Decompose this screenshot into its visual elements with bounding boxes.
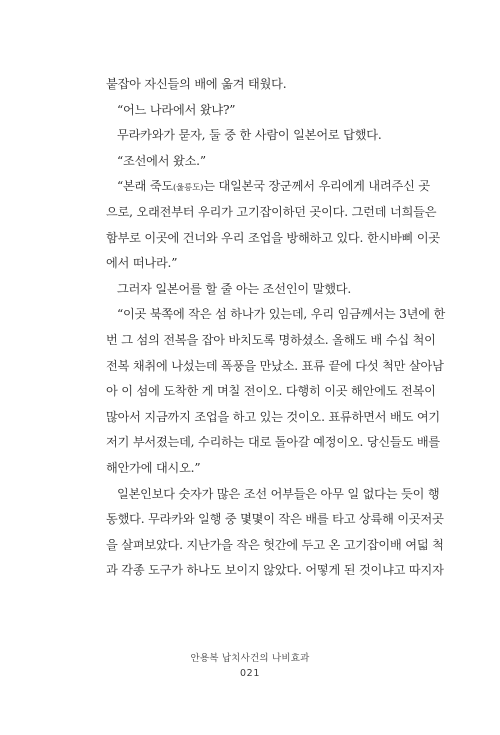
text-line: 해안가에 대시오.”: [106, 460, 201, 475]
text-line: 에서 떠나라.”: [106, 256, 178, 271]
text-line: [106, 174, 430, 200]
text-line: 함부로 이곳에 건너와 우리 조업을 방해하고 있다. 한시바삐 이곳: [106, 230, 440, 245]
text-line: 무라카와가 묻자, 둘 중 한 사람이 일본어로 답했다.: [117, 128, 382, 143]
text-line: “어느 나라에서 왔냐?”: [117, 102, 236, 117]
text-line: 동했다. 무라카와 일행 중 몇몇이 작은 배를 타고 상륙해 이곳저곳: [106, 512, 444, 527]
text-line: 많아서 지금까지 조업을 하고 있는 것이오. 표류하면서 배도 여기: [106, 409, 440, 424]
text-line: “이곳 북쪽에 작은 섬 하나가 있는데, 우리 임금께서는 3년에 한: [117, 307, 446, 322]
annotation-note: (울릉도): [173, 183, 204, 194]
text-line: “조선에서 왔소.”: [117, 153, 206, 168]
text-segment: 는 대일본국 장군께서 우리에게 내려주신 곳: [203, 179, 430, 194]
page-number: 021: [240, 668, 260, 679]
text-line: 번 그 섬의 전복을 잡아 바치도록 명하셨소. 올해도 배 수십 척이: [106, 332, 436, 347]
text-line: 전복 채취에 나섰는데 폭풍을 만났소. 표류 끝에 다섯 척만 살아남: [106, 358, 444, 373]
text-segment: “본래 죽도: [117, 179, 173, 194]
text-line: 과 각종 도구가 하나도 보이지 않았다. 어떻게 된 것이냐고 따지자: [106, 563, 444, 578]
text-line: 그러자 일본어를 할 줄 아는 조선인이 말했다.: [117, 281, 352, 296]
text-line: 일본인보다 숫자가 많은 조선 어부들은 아무 일 없다는 듯이 행: [117, 486, 440, 501]
text-line: 으로, 오래전부터 우리가 고기잡이하던 곳이다. 그런데 너희들은: [106, 204, 437, 219]
text-line: 을 살펴보았다. 지난가을 작은 헛간에 두고 온 고기잡이배 여덟 척: [106, 537, 444, 552]
text-line: 저기 부서졌는데, 수리하는 대로 돌아갈 예정이오. 당신들도 배를: [106, 435, 440, 450]
body-text: [106, 72, 446, 584]
text-line: 붙잡아 자신들의 배에 옮겨 태웠다.: [106, 77, 287, 91]
text-line: 아 이 섬에 도착한 게 며칠 전이오. 다행히 이곳 해안에도 전복이: [106, 384, 436, 399]
running-footer-title: 안용복 납치사건의 나비효과: [190, 653, 310, 664]
